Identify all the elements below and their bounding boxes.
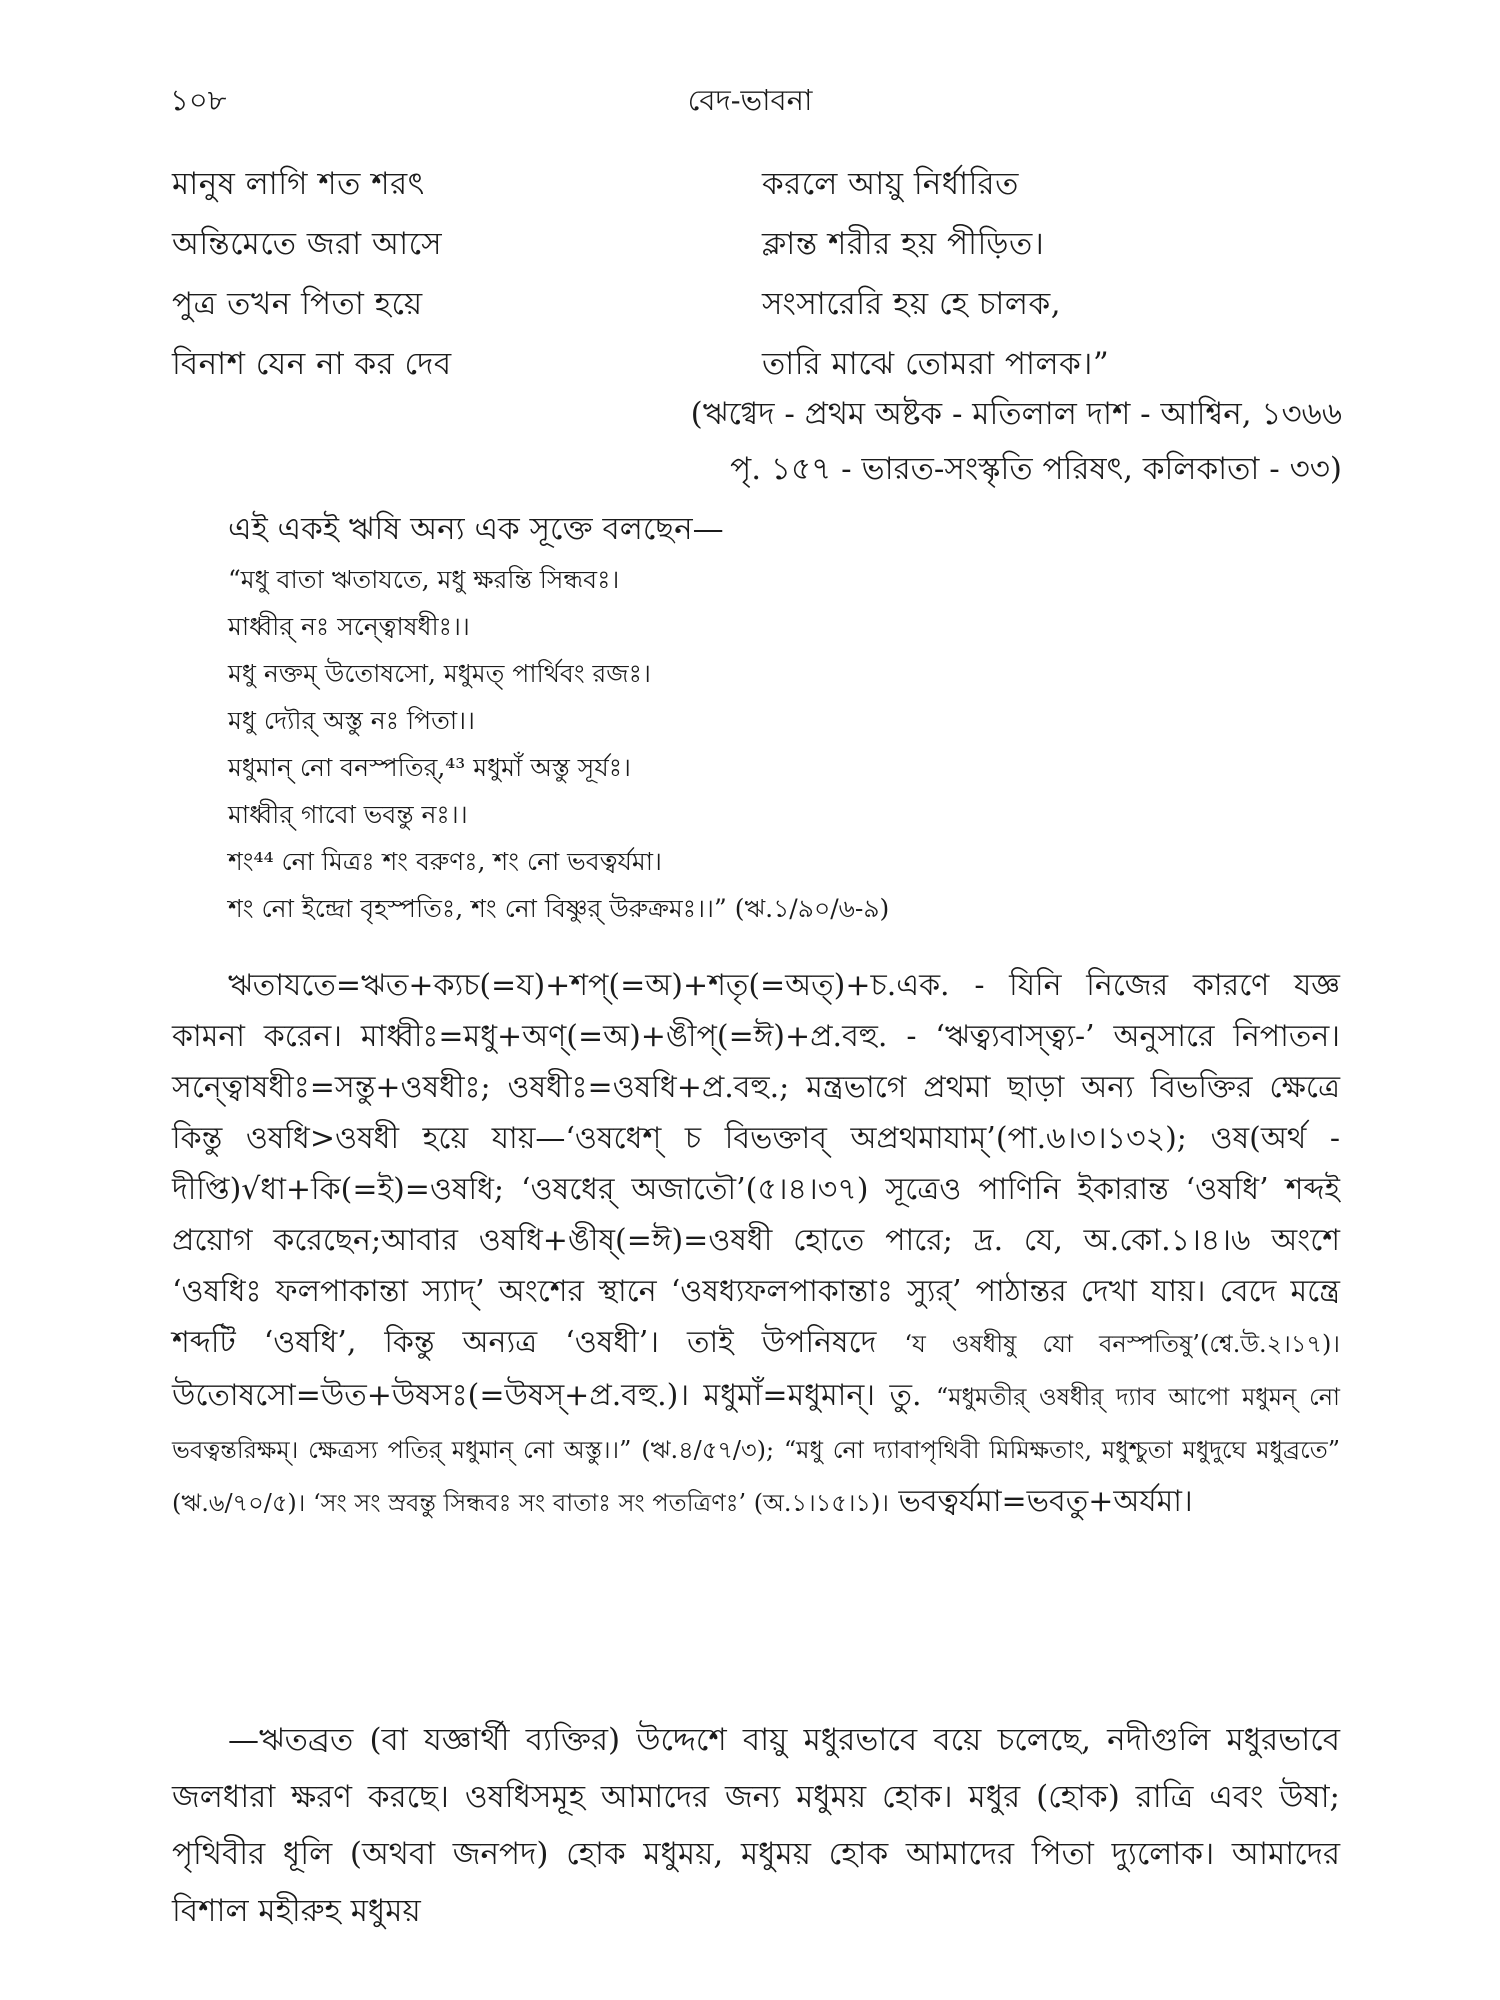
verse-left: পুত্র তখন পিতা হয়ে: [172, 286, 423, 322]
verse-right: তারি মাঝে তোমরা পালক।”: [762, 346, 1110, 382]
sloka-line: মধুমান্ নো বনস্পতির্,⁴³ মধুমাঁ অস্তু সূর্যঃ।: [228, 753, 631, 782]
verse-right: ক্লান্ত শরীর হয় পীড়িত।: [762, 226, 1045, 262]
running-title: বেদ-ভাবনা: [687, 83, 813, 117]
sloka-line: মাধ্বীর্ গাবো ভবন্তু নঃ।।: [228, 800, 468, 829]
commentary-part: ঋতাযতে=ঋত+ক্যচ(=য)+শপ্(=অ)+শতৃ(=অত্)+চ.এক. - যিনি নিজের কারণে যজ্ঞ কামনা করেন। মাধ্বীঃ=মধু+অণ্(=অ)+ঙীপ্(=ঈ)+প্র.বহু. - ‘ঋত্ব্যবাস্ত্ব্য-’ অনুসারে নিপাতন। সন্ত্বোষধীঃ=সন্তু+ওষধীঃ; ওষধীঃ=ওষধি+প্র.বহু.; মন্ত্রভাগে প্রথমা ছাড়া অন্য বিভক্তির ক্ষেত্রে কিন্তু ওষধি>ওষধী হয়ে যায়—‘ওষধেশ্ চ বিভক্তাব্ অপ্রথমাযাম্’(পা.৬।৩।১৩২); ওষ(অর্থ - দীপ্তি)√ধা+কি(=ই)=ওষধি; ‘ওষধের্ অজাতৌ’(৫।৪।৩৭) সূত্রেও পাণিনি ইকারান্ত ‘ওষধি’ শব্দই প্রয়োগ করেছেন;আবার ওষধি+ঙীষ্(=ঈ)=ওষধী হোতে পারে; দ্র. যে, অ.কো.১।৪।৬ অংশে ‘ওষধিঃ ফলপাকান্তা স্যাদ্’ অংশের স্থানে ‘ওষধ্যফলপাকান্তাঃ স্যুর্’ পাঠান্তর দেখা যায়। বেদে মন্ত্রে শব্দটি ‘ওষধি’, কিন্তু অন্যত্র ‘ওষধী’। তাই উপনিষদে: [172, 968, 1340, 1360]
grammatical-commentary: [172, 960, 1340, 1529]
verse-line: [172, 220, 1352, 280]
commentary-part: উতোষসো=উত+উষসঃ(=উষস্+প্র.বহু.)। মধুমাঁ=মধুমান্। তু.: [172, 1378, 936, 1413]
sloka-line: মধু নক্তম্ উতোষসো, মধুমত্ পার্থিবং রজঃ।: [228, 659, 651, 688]
commentary-quote: “মধুমতীর্ ওষধীর্ দ্যাব আপো মধুমন্ নো ভবত্বন্তরিক্ষম্। ক্ষেত্রস্য পতির্ মধুমান্ নো অস্তু।।” (ঋ.৪/৫৭/৩); “মধু নো দ্যাবাপৃথিবী মিমিক্ষতাং, মধুশ্চুতা মধুদুঘে মধুব্রতে” (ঋ.৬/৭০/৫)। ‘সং সং স্রবন্তু সিন্ধবঃ সং বাতাঃ সং পতত্রিণঃ’ (অ.১।১৫।১)।: [172, 1383, 1340, 1517]
citation-line-2: পৃ. ১৫৭ - ভারত-সংস্কৃতি পরিষৎ, কলিকাতা - ৩৩): [730, 451, 1342, 487]
sloka-line: “মধু বাতা ঋতাযতে, মধু ক্ষরন্তি সিন্ধবঃ।: [228, 565, 620, 594]
verse-right: করলে আয়ু নির্ধারিত: [762, 166, 1019, 202]
verse-line: [172, 280, 1352, 340]
verse-line: [172, 160, 1352, 220]
verse-left: বিনাশ যেন না কর দেব: [172, 346, 452, 382]
verse-right: সংসারেরি হয় হে চালক,: [762, 286, 1062, 322]
translation-paragraph: —ঋতব্রত (বা যজ্ঞার্থী ব্যক্তির) উদ্দেশে বায়ু মধুরভাবে বয়ে চলেছে, নদীগুলি মধুরভাবে জলধারা ক্ষরণ করছে। ওষধিসমূহ আমাদের জন্য মধুময় হোক। মধুর (হোক) রাত্রি এবং উষা; পৃথিবীর ধূলি (অথবা জনপদ) হোক মধুময়, মধুময় হোক আমাদের পিতা দ্যুলোক। আমাদের বিশাল মহীরুহ মধুময়: [172, 1722, 1340, 1929]
bengali-verse: [172, 160, 1352, 400]
intro-line: এই একই ঋষি অন্য এক সূক্তে বলছেন—: [228, 511, 724, 547]
page-header: [170, 78, 1330, 118]
sloka-line: মধু দ্যৌর্ অস্তু নঃ পিতা।।: [228, 706, 476, 735]
sanskrit-sloka: [228, 560, 1348, 936]
citation-line-1: (ঋগ্বেদ - প্রথম অষ্টক - মতিলাল দাশ - আশ্বিন, ১৩৬৬: [690, 396, 1342, 432]
sloka-line: মাধ্বীর্ নঃ সন্ত্বোষধীঃ।।: [228, 612, 470, 641]
sloka-line: শং নো ইন্দ্রো বৃহস্পতিঃ, শং নো বিষ্ণুর্ উরুক্রমঃ।।” (ঋ.১/৯০/৬-৯): [228, 894, 890, 923]
verse-left: মানুষ লাগি শত শরৎ: [172, 166, 425, 202]
commentary-part: ভবত্বর্যমা=ভবতু+অর্যমা।: [888, 1484, 1193, 1519]
commentary-quote: ‘য ওষধীষু যো বনস্পতিষু’(শ্বে.উ.২।১৭)।: [904, 1330, 1340, 1358]
sloka-line: শং⁴⁴ নো মিত্রঃ শং বরুণঃ, শং নো ভবত্বর্যমা।: [228, 847, 662, 876]
page-number: ১০৮: [170, 83, 227, 117]
verse-left: অন্তিমেতে জরা আসে: [172, 226, 443, 262]
